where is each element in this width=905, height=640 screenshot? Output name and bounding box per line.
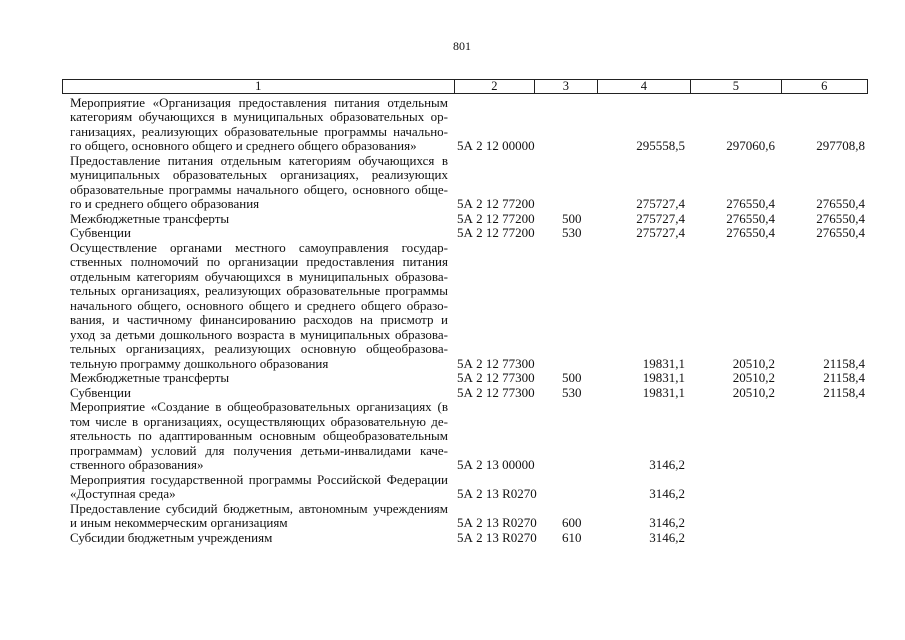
value-col-5: 20510,2 [732, 355, 775, 371]
row-text-line: отдельным категориям обучающихся в муниципальных образова- [70, 269, 448, 284]
budget-code: 5А 2 12 77300 [457, 355, 535, 371]
value-col-4: 295558,5 [636, 138, 685, 153]
row-text-line: и иным некоммерческим организациям [70, 515, 288, 530]
value-col-6 [770, 516, 865, 531]
row-text-line: Субсидии бюджетным учреждениям [70, 529, 273, 545]
row-text-line: Субвенции [70, 384, 131, 400]
value-col-4: 3146,2 [649, 529, 685, 545]
value-col-5 [680, 487, 775, 502]
row-text-line: программам) условий для получения детьми-инвалидами каче- [70, 443, 448, 458]
expense-type: 500 [562, 370, 582, 385]
value-col-6: 21158,4 [823, 370, 865, 385]
value-col-4: 3146,2 [649, 486, 685, 501]
expense-type: 610 [562, 529, 582, 545]
value-col-5 [680, 531, 775, 546]
header-col-2: 2 [455, 80, 536, 93]
value-col-5: 276550,4 [726, 225, 775, 240]
value-col-6: 21158,4 [823, 355, 865, 371]
row-text-line: вания, и частичному финансированию расходов на присмотр и [70, 313, 448, 327]
row-text-line: го и среднего общего образования [70, 196, 260, 211]
budget-code: 5А 2 13 R0270 [457, 529, 537, 545]
row-text-line: Межбюджетные трансферты [70, 210, 230, 226]
budget-code: 5А 2 12 00000 [457, 138, 535, 153]
budget-code: 5А 2 12 77200 [457, 196, 535, 211]
row-text-line: Мероприятие «Организация предоставления питания отдельным [70, 95, 448, 110]
value-col-4: 19831,1 [642, 384, 685, 400]
budget-code: 5А 2 12 77300 [457, 384, 535, 400]
row-text-line: ятельность по адаптированным основным общеобразовательным [70, 429, 448, 443]
value-col-5 [680, 516, 775, 531]
value-col-4: 275727,4 [636, 196, 685, 211]
value-col-5: 297060,6 [726, 138, 775, 153]
header-col-1: 1 [63, 80, 455, 93]
value-col-5: 20510,2 [732, 384, 775, 400]
table-header [62, 79, 868, 94]
value-col-6: 276550,4 [816, 210, 865, 226]
expense-type: 530 [562, 225, 582, 240]
header-col-3: 3 [535, 80, 598, 93]
value-col-5: 276550,4 [726, 196, 775, 211]
budget-code: 5А 2 13 R0270 [457, 486, 537, 501]
value-col-4: 19831,1 [642, 355, 685, 371]
row-text-line: тельных организациях, реализующих образовательные программы [70, 284, 448, 298]
value-col-6: 276550,4 [816, 196, 865, 211]
row-text-line: ственных полномочий по организации предоставления питания [70, 255, 448, 269]
value-col-5: 276550,4 [726, 210, 775, 226]
value-col-6 [770, 487, 865, 502]
row-text-line: Субвенции [70, 225, 131, 240]
value-col-6: 276550,4 [816, 225, 865, 240]
row-text-line: ганизациях, реализующих образовательные программы начально- [70, 124, 448, 139]
row-text-line: Предоставление питания отдельным категориям обучающихся в [70, 153, 448, 168]
expense-type: 600 [562, 515, 582, 530]
row-text-line: Мероприятия государственной программы Российской Федерации [70, 472, 448, 487]
row-text-line: Межбюджетные трансферты [70, 370, 230, 385]
row-text-line: тельных организациях, реализующих основную общеобразова- [70, 342, 448, 356]
row-text-line: Предоставление субсидий бюджетным, автономным учреждениям [70, 501, 448, 516]
value-col-4: 3146,2 [649, 515, 685, 530]
expense-type: 500 [562, 210, 582, 226]
row-text-line: Осуществление органами местного самоуправления государ- [70, 240, 448, 255]
budget-code: 5А 2 12 77200 [457, 210, 535, 226]
budget-code: 5А 2 12 77300 [457, 370, 535, 385]
header-col-6: 6 [821, 79, 828, 93]
value-col-6 [770, 531, 865, 546]
row-text-line: начального общего, основного общего и среднего общего образо- [70, 298, 448, 313]
row-text-line: уход за детьми дошкольного возраста в муниципальных образова- [70, 327, 448, 342]
value-col-6: 297708,8 [816, 138, 865, 153]
value-col-6 [770, 458, 865, 473]
value-col-4: 275727,4 [636, 225, 685, 240]
expense-type: 530 [562, 384, 582, 400]
row-text-line: том числе в организациях, осуществляющих образовательную де- [70, 414, 448, 429]
row-text-line: категориям обучающихся в муниципальных образовательных ор- [70, 110, 448, 124]
row-text-line: Мероприятие «Создание в общеобразовательных организациях (в [70, 400, 448, 414]
value-col-5 [680, 458, 775, 473]
header-col-5: 5 [691, 80, 781, 93]
budget-code: 5А 2 13 R0270 [457, 515, 537, 530]
header-col-4: 4 [598, 80, 691, 93]
row-text-line: го общего, основного общего и среднего общего образования» [70, 138, 417, 153]
value-col-4: 19831,1 [642, 370, 685, 385]
row-text-line: образовательные программы начального общего, основного обще- [70, 182, 448, 197]
row-text-line: ственного образования» [70, 457, 204, 472]
value-col-4: 3146,2 [649, 457, 685, 472]
value-col-6: 21158,4 [823, 384, 865, 400]
row-text-line: тельную программу дошкольного образования [70, 355, 329, 371]
value-col-4: 275727,4 [636, 210, 685, 226]
row-text-line: муниципальных образовательных организациях, реализующих [70, 168, 448, 182]
budget-code: 5А 2 13 00000 [457, 457, 535, 472]
value-col-5: 20510,2 [732, 370, 775, 385]
page-number: 801 [453, 39, 471, 53]
row-text-line: «Доступная среда» [70, 486, 176, 501]
budget-code: 5А 2 12 77200 [457, 225, 535, 240]
